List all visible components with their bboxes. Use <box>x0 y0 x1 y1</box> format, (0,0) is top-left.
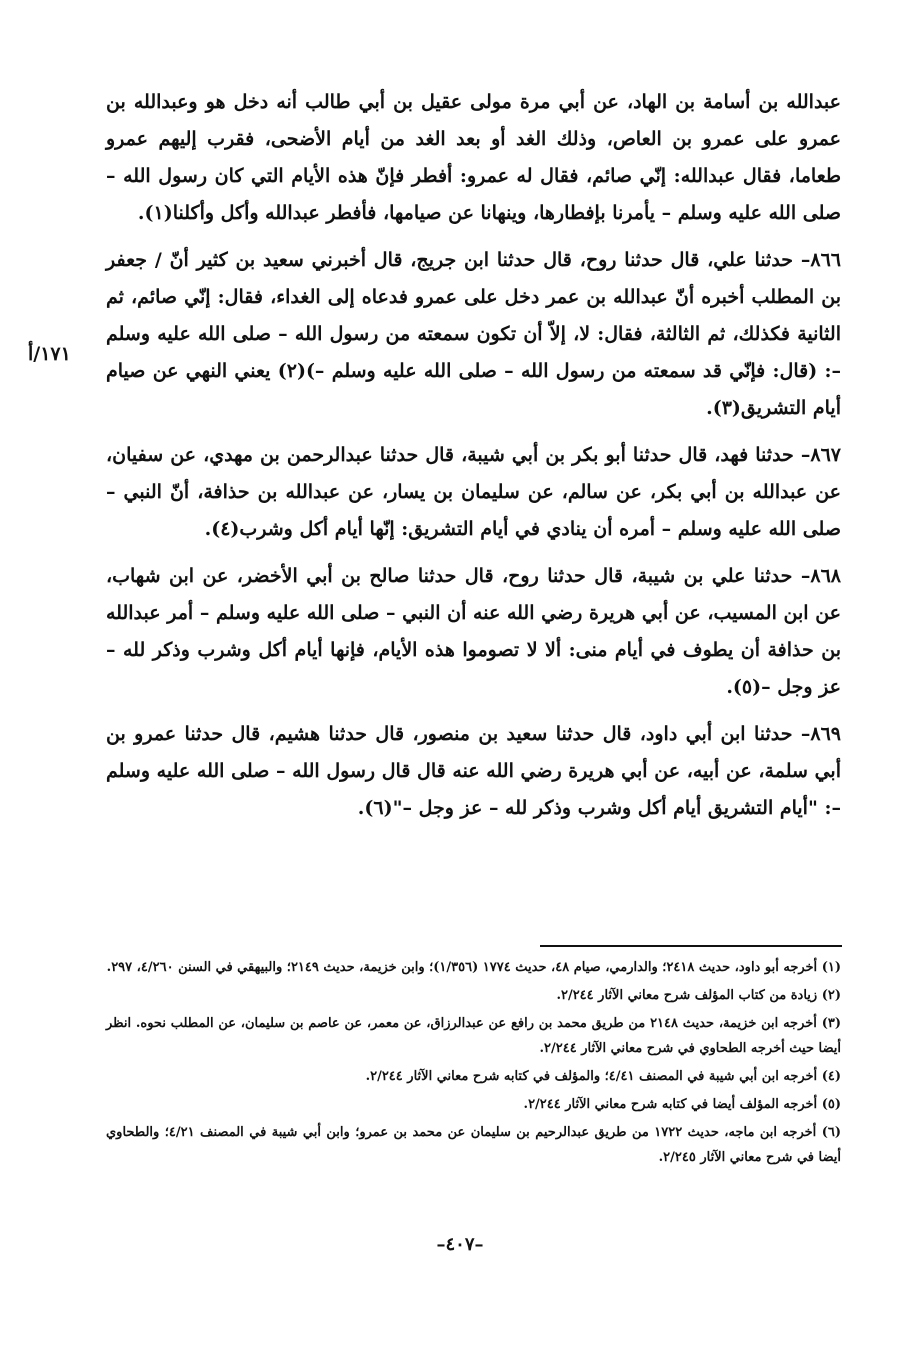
footnote-4: (٤) أخرجه ابن أبي شيبة في المصنف ٤/٤١؛ والمؤلف في كتابه شرح معاني الآثار ٢/٢٤٤. <box>365 1069 841 1084</box>
footnote-1: (١) أخرجه أبو داود، حديث ٢٤١٨؛ والدارمي، صيام ٤٨، حديث ١٧٧٤ (١/٣٥٦)؛ وابن خزيمة، حديث ٢١٤٩؛ والبيهقي في السنن ٤/٢٦٠، ٢٩٧. <box>106 960 841 975</box>
footnote-5: (٥) أخرجه المؤلف أيضا في كتابه شرح معاني الآثار ٢/٢٤٤. <box>523 1097 841 1112</box>
footnotes-section <box>106 955 841 1173</box>
footnote-2: (٢) زيادة من كتاب المؤلف شرح معاني الآثار ٢/٢٤٤. <box>556 988 841 1003</box>
manuscript-folio-reference: ١٧١/أ <box>28 343 71 365</box>
page-number: –٤٠٧– <box>436 1234 484 1255</box>
footnote-3: (٣) أخرجه ابن خزيمة، حديث ٢١٤٨ من طريق محمد بن رافع عن عبدالرزاق، عن معمر، عن عاصم بن سليمان، عن المطلب نحوه. انظر أيضا حيث أخرجه الطحاوي في شرح معاني الآثار ٢/٢٤٤. <box>106 1016 842 1056</box>
paragraph-intro: عبدالله بن أسامة بن الهاد، عن أبي مرة مولى عقيل بن أبي طالب أنه دخل هو وعبدالله بن عمرو على عمرو بن العاص، وذلك الغد أو بعد الغد من أيام الأضحى، فقرب إليهم عمرو طعاما، فقال عبدالله: إنّي صائم، فقال له عمرو: أفطر فإنّ هذه الأيام التي كان رسول الله – صلى الله عليه وسلم – يأمرنا بإفطارها، وينهانا عن صيامها، فأفطر عبدالله وأكل وأكلنا(١). <box>106 91 841 224</box>
paragraph-hadith-869: ٨٦٩– حدثنا ابن أبي داود، قال حدثنا سعيد بن منصور، قال حدثنا هشيم، قال حدثنا عمرو بن أبي سلمة، عن أبيه، عن أبي هريرة رضي الله عنه قال قال رسول الله – صلى الله عليه وسلم –: "أيام التشريق أيام أكل وشرب وذكر لله – عز وجل –"(٦). <box>106 723 841 819</box>
footnote-divider <box>540 945 842 947</box>
paragraph-hadith-866: ٨٦٦– حدثنا علي، قال حدثنا روح، قال حدثنا ابن جريج، قال أخبرني سعيد بن كثير أنّ / جعفر بن المطلب أخبره أنّ عبدالله بن عمر دخل على عمرو فدعاه إلى الغداء، فقال: إنّي صائم، ثم الثانية فكذلك، ثم الثالثة، فقال: لا، إلاّ أن تكون سمعته من رسول الله – صلى الله عليه وسلم –: (قال: فإنّي قد سمعته من رسول الله – صلى الله عليه وسلم –)(٢) يعني النهي عن صيام أيام التشريق(٣). <box>106 249 841 419</box>
paragraph-hadith-867: ٨٦٧– حدثنا فهد، قال حدثنا أبو بكر بن أبي شيبة، قال حدثنا عبدالرحمن بن مهدي، عن سفيان، عن عبدالله بن أبي بكر، عن سالم، عن سليمان بن يسار، عن عبدالله بن حذافة، أنّ النبي – صلى الله عليه وسلم – أمره أن ينادي في أيام التشريق: إنّها أيام أكل وشرب(٤). <box>106 444 841 540</box>
footnote-6: (٦) أخرجه ابن ماجه، حديث ١٧٢٢ من طريق عبدالرحيم بن سليمان عن محمد بن عمرو؛ وابن أبي شيبة في المصنف ٤/٢١؛ والطحاوي أيضا في شرح معاني الآثار ٢/٢٤٥. <box>106 1125 841 1165</box>
paragraph-hadith-868: ٨٦٨– حدثنا علي بن شيبة، قال حدثنا روح، قال حدثنا صالح بن أبي الأخضر، عن ابن شهاب، عن ابن المسيب، عن أبي هريرة رضي الله عنه أن النبي – صلى الله عليه وسلم – أمر عبدالله بن حذافة أن يطوف في أيام منى: ألا لا تصوموا هذه الأيام، فإنها أيام أكل وشرب وذكر لله – عز وجل –(٥). <box>106 565 841 698</box>
main-text-body <box>106 84 841 837</box>
